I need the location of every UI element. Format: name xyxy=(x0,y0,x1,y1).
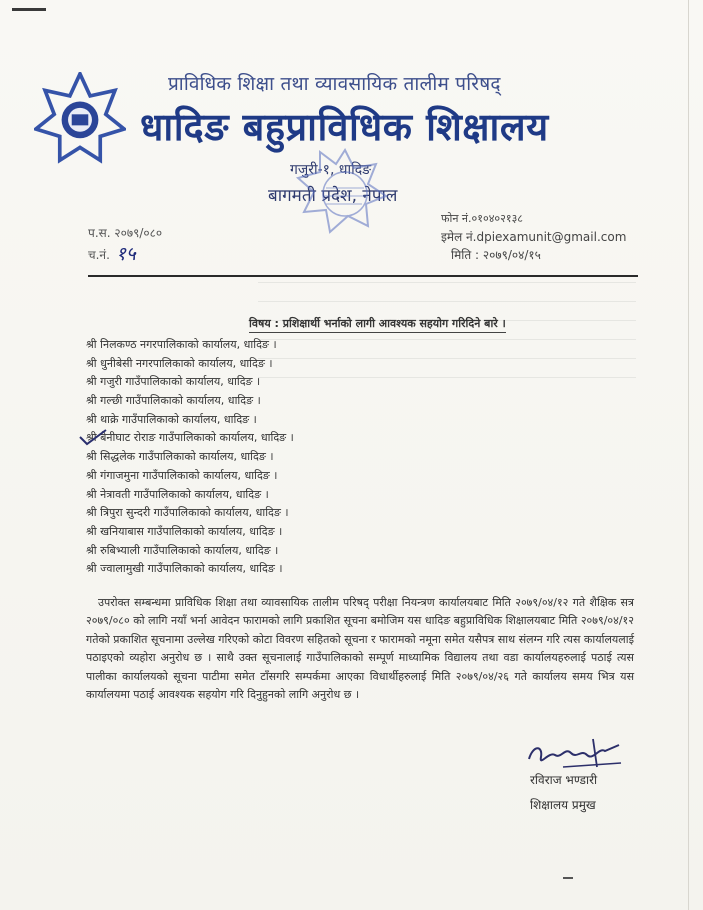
recipient-item: श्री धुनीबेसी नगरपालिकाको कार्यालय, धादिङ । xyxy=(86,356,273,370)
recipient-item: श्री रुबिभ्याली गाउँपालिकाको कार्यालय, धादिङ । xyxy=(86,543,279,557)
dispatch-number-value: १५ xyxy=(116,243,136,265)
recipient-item: श्री ज्वालामुखी गाउँपालिकाको कार्यालय, धादिङ । xyxy=(86,562,283,576)
footer-mark xyxy=(563,877,573,879)
office-stamp-icon xyxy=(290,148,400,240)
recipient-item: श्री गंगाजमुना गाउँपालिकाको कार्यालय, धादिङ । xyxy=(86,468,278,482)
recipient-item: श्री गजुरी गाउँपालिकाको कार्यालय, धादिङ । xyxy=(86,375,261,389)
header-divider xyxy=(88,275,638,277)
recipient-item: श्री नेत्रावती गाउँपालिकाको कार्यालय, धादिङ । xyxy=(86,487,269,501)
letter-subject: विषय : प्रशिक्षार्थी भर्नाको लागी आवश्यक सहयोग गरिदिने बारे । xyxy=(249,316,506,333)
recipient-item: श्री बेनीघाट रोराङ गाउँपालिकाको कार्यालय, धादिङ । xyxy=(86,431,294,445)
council-name: प्राविधिक शिक्षा तथा व्यावसायिक तालीम परिषद् xyxy=(168,73,501,95)
college-name: धादिङ बहुप्राविधिक शिक्षालय xyxy=(140,105,549,149)
address-line-2: बागमती प्रदेश, नेपाल xyxy=(268,186,398,206)
recipient-item: श्री थाक्रे गाउँपालिकाको कार्यालय, धादिङ । xyxy=(86,412,257,426)
corner-mark xyxy=(12,8,46,11)
handwritten-tick-icon xyxy=(78,428,108,446)
signer-name: रविराज भण्डारी xyxy=(530,773,598,787)
recipient-item: श्री गल्छी गाउँपालिकाको कार्यालय, धादिङ । xyxy=(86,394,261,408)
recipient-item: श्री त्रिपुरा सुन्दरी गाउँपालिकाको कार्यालय, धादिङ । xyxy=(86,506,289,520)
address-line-1: गजुरी-१, धादिङ xyxy=(290,162,372,178)
council-logo-icon xyxy=(34,72,126,164)
letter-body: उपरोक्त सम्बन्धमा प्राविधिक शिक्षा तथा व्यावसायिक तालीम परिषद् परीक्षा नियन्त्रण कार्यालयबाट मिति २०७९/०४/१२ गते शैक्षिक सत्र २०७९/०८० को लागि नयाँ भर्ना आवेदन फारामको लागि प्रकाशित सूचना बमोजिम यस धादिङ बहुप्राविधिक शिक्षालयबाट मिति २०७९/०४/१२ गतेको प्रकाशित सूचनामा उल्लेख गरिएको कोटा विवरण सहितको सूचना र फारामको नमूना समेत यसैपत्र साथ संलग्न गरि त्यस कार्यालयलाई पठाइएको व्यहोरा अनुरोध छ । साथै उक्त सूचनालाई गाउँपालिकाको सम्पूर्ण माध्यामिक विद्यालय तथा वडा कार्यालयहरुलाई पठाई त्यस पालीका कार्यालयको सूचना पाटीमा समेत टाँसगरि सम्पर्कमा आएका विधार्थीहरुलाई मिति २०७९/०४/२६ गते कार्यालय समय भित्र यस कार्यालयमा पठाई आवश्यक सहयोग गरि दिनुहुनको लागि अनुरोध छ । xyxy=(86,596,634,702)
show-through-texture xyxy=(258,282,636,402)
recipient-item: श्री सिद्धलेक गाउँपालिकाको कार्यालय, धादिङ । xyxy=(86,450,274,464)
handwritten-signature-icon xyxy=(523,737,623,773)
email-address: इमेल नं.dpiexamunit@gmail.com xyxy=(441,230,627,244)
recipient-item: श्री खनियाबास गाउँपालिकाको कार्यालय, धादिङ । xyxy=(86,524,283,538)
page-edge xyxy=(688,0,689,910)
letter-date: मिति : २०७९/०४/१५ xyxy=(451,248,541,262)
recipient-list xyxy=(86,336,294,579)
reference-number: प.स. २०७९/०८० xyxy=(88,226,163,240)
phone-number: फोन नं.०१०४०२१३८ xyxy=(441,212,524,225)
signer-title: शिक्षालय प्रमुख xyxy=(530,798,596,812)
dispatch-number-label: च.नं. xyxy=(88,248,110,262)
recipient-item: श्री निलकण्ठ नगरपालिकाको कार्यालय, धादिङ । xyxy=(86,338,277,351)
